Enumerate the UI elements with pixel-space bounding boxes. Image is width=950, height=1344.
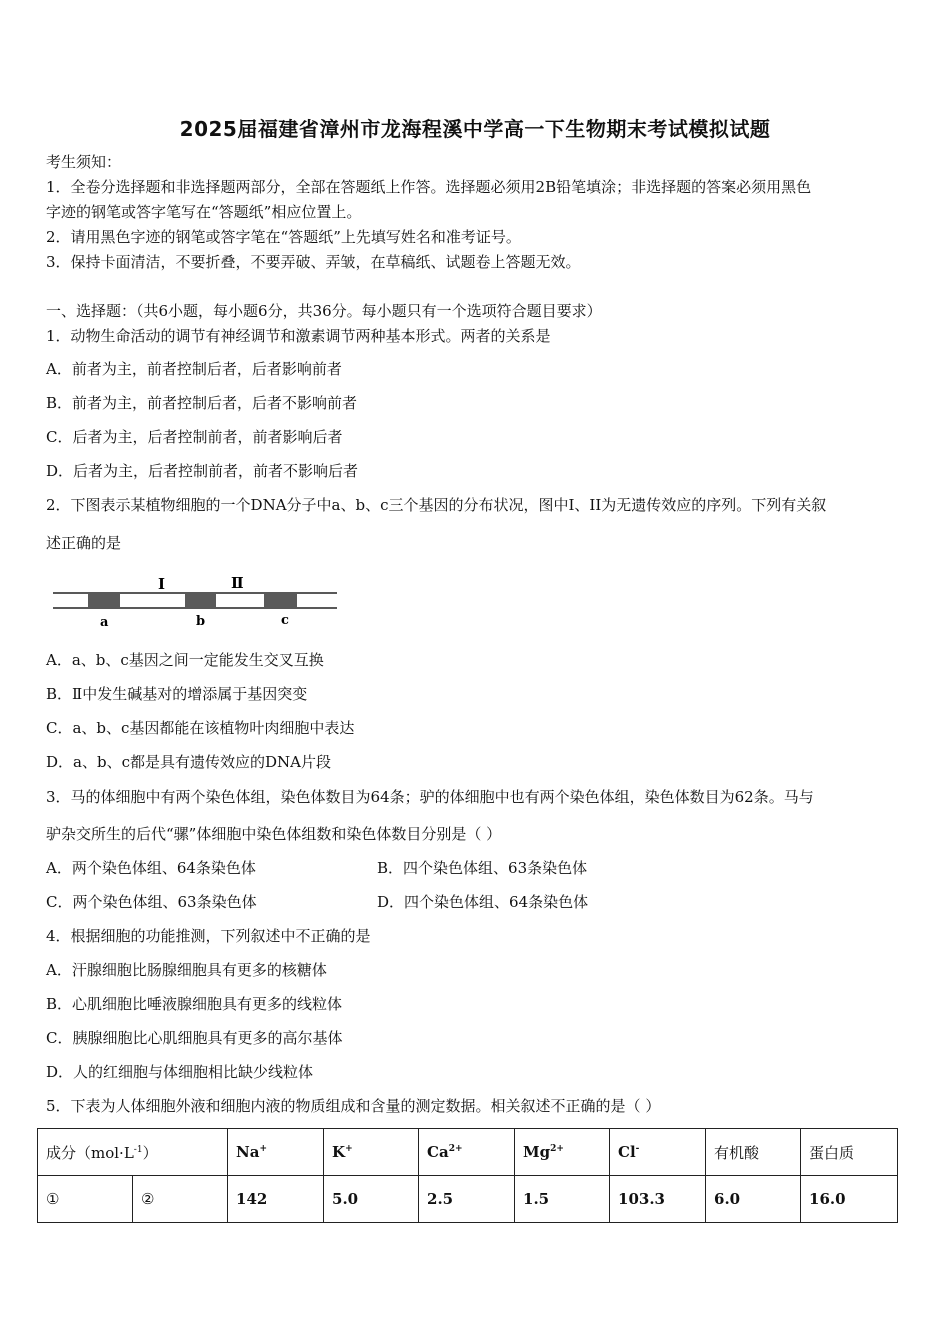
notice-item-1-cont: 字迹的钢笔或答字笔写在“答题纸”相应位置上。 (46, 203, 362, 221)
gene-b-block (185, 594, 216, 607)
page-title: 2025届福建省漳州市龙海程溪中学高一下生物期末考试模拟试题 (179, 117, 771, 141)
q2-stem-line1: 2．下图表示某植物细胞的一个DNA分子中a、b、c三个基因的分布状况，图中I、II为无遗传效应的序列。下列有关叙 (46, 496, 827, 514)
cell-ca-value: 2.5 (419, 1176, 515, 1223)
cell-k-value: 5.0 (324, 1176, 419, 1223)
cell-row1-label2: ② (133, 1176, 228, 1223)
table-header-row (38, 1129, 898, 1176)
header-k: K+ (324, 1129, 419, 1176)
header-organic-acid: 有机酸 (706, 1129, 801, 1176)
notice-item-1: 1．全卷分选择题和非选择题两部分，全部在答题纸上作答。选择题必须用2B铅笔填涂；非选择题的答案必须用黑色 (46, 178, 812, 196)
header-cl: Cl- (610, 1129, 706, 1176)
q2-option-b: B．Ⅱ中发生碱基对的增添属于基因突变 (46, 685, 308, 703)
notice-item-2: 2．请用黑色字迹的钢笔或答字笔在“答题纸”上先填写姓名和准考证号。 (46, 228, 521, 246)
q1-option-d: D．后者为主，后者控制前者，前者不影响后者 (46, 462, 359, 480)
q2-option-a: A．a、b、c基因之间一定能发生交叉互换 (46, 651, 324, 669)
q3-option-c: C．两个染色体组、63条染色体 (46, 893, 257, 911)
cell-row1-label1: ① (38, 1176, 133, 1223)
cell-cl-value: 103.3 (610, 1176, 706, 1223)
q4-option-b: B．心肌细胞比唾液腺细胞具有更多的线粒体 (46, 995, 343, 1013)
label-I: I (158, 575, 166, 593)
q1-option-a: A．前者为主，前者控制后者，后者影响前者 (46, 360, 342, 378)
gene-c-block (264, 594, 297, 607)
q3-stem-line1: 3．马的体细胞中有两个染色体组，染色体数目为64条；驴的体细胞中也有两个染色体组，染色体数目为62条。马与 (46, 788, 814, 806)
dna-gene-diagram (50, 562, 340, 642)
header-mg: $Mg^{2+}$ (515, 1129, 610, 1176)
q1-option-c: C．后者为主，后者控制前者，前者影响后者 (46, 428, 343, 446)
q4-option-a: A．汗腺细胞比肠腺细胞具有更多的核糖体 (46, 961, 327, 979)
label-b: b (196, 614, 206, 629)
label-II: Ⅱ (231, 574, 244, 592)
header-protein: 蛋白质 (801, 1129, 898, 1176)
cell-protein-value: 16.0 (801, 1176, 898, 1223)
q3-stem-line2: 驴杂交所生的后代“骡”体细胞中染色体组数和染色体数目分别是（ ） (46, 825, 502, 843)
q1-option-b: B．前者为主，前者控制后者，后者不影响前者 (46, 394, 358, 412)
q4-option-c: C．胰腺细胞比心肌细胞具有更多的高尔基体 (46, 1029, 343, 1047)
gene-a-block (88, 594, 120, 607)
label-a: a (100, 615, 109, 630)
header-na: Na+ (228, 1129, 324, 1176)
cell-mg-value: 1.5 (515, 1176, 610, 1223)
q3-option-b: B．四个染色体组、63条染色体 (377, 859, 588, 877)
label-c: c (281, 613, 289, 628)
composition-table (37, 1128, 898, 1223)
q1-stem: 1．动物生命活动的调节有神经调节和激素调节两种基本形式。两者的关系是 (46, 327, 551, 345)
section-heading: 一、选择题：（共6小题，每小题6分，共36分。每小题只有一个选项符合题目要求） (46, 302, 602, 320)
notice-item-3: 3．保持卡面清洁，不要折叠，不要弄破、弄皱，在草稿纸、试题卷上答题无效。 (46, 253, 581, 271)
q4-option-d: D．人的红细胞与体细胞相比缺少线粒体 (46, 1063, 314, 1081)
q2-stem-line2: 述正确的是 (46, 534, 122, 552)
q2-option-d: D．a、b、c都是具有遗传效应的DNA片段 (46, 753, 331, 771)
header-ca: $Ca^{2+}$ (419, 1129, 515, 1176)
table-row (38, 1176, 898, 1223)
header-composition: 成分$(mol\cdot L^{-1})$ (38, 1129, 228, 1176)
cell-na-value: 142 (228, 1176, 324, 1223)
q5-stem: 5．下表为人体细胞外液和细胞内液的物质组成和含量的测定数据。相关叙述不正确的是（ ） (46, 1097, 661, 1115)
q4-stem: 4．根据细胞的功能推测，下列叙述中不正确的是 (46, 927, 371, 945)
cell-organic-value: 6.0 (706, 1176, 801, 1223)
notice-heading: 考生须知： (46, 153, 122, 171)
q3-option-a: A．两个染色体组、64条染色体 (46, 859, 256, 877)
q2-option-c: C．a、b、c基因都能在该植物叶肉细胞中表达 (46, 719, 355, 737)
q3-option-d: D．四个染色体组、64条染色体 (377, 893, 589, 911)
